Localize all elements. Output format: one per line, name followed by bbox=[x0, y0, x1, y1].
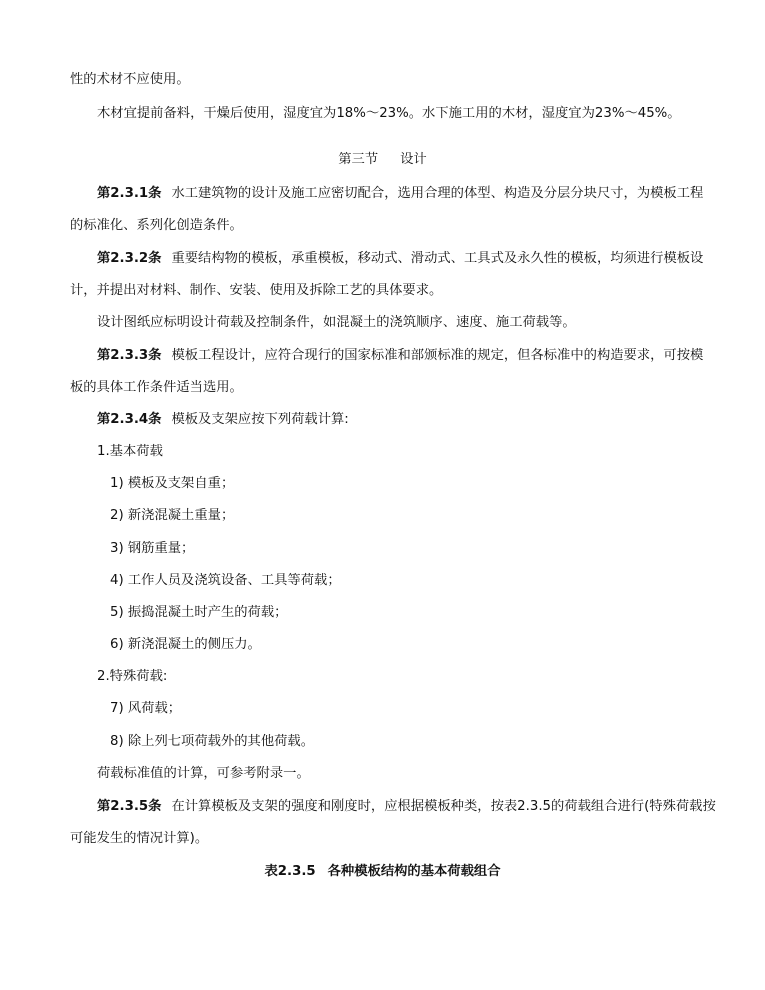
table-number: 表2.3.5 bbox=[264, 864, 316, 879]
list-item: 5) 振捣混凝土时产生的荷载； bbox=[110, 605, 288, 620]
section-heading bbox=[0, 150, 765, 170]
clause-2-3-3 bbox=[97, 346, 705, 366]
clause-number: 第2.3.2条 bbox=[97, 251, 162, 266]
list-item: 2) 新浇混凝土重量； bbox=[110, 508, 235, 523]
paragraph-line: 板的具体工作条件适当选用。 bbox=[70, 380, 243, 395]
list-item: 1) 模板及支架自重； bbox=[110, 476, 235, 491]
table-caption bbox=[0, 862, 765, 882]
list-item: 7) 风荷载； bbox=[110, 701, 182, 716]
clause-2-3-2 bbox=[97, 249, 705, 269]
clause-text: 在计算模板及支架的强度和刚度时，应根据模板种类，按表2.3.5的荷载组合进行(特殊荷载按 bbox=[171, 799, 716, 814]
paragraph-line: 的标准化、系列化创造条件。 bbox=[70, 218, 243, 233]
clause-number: 第2.3.5条 bbox=[97, 799, 162, 814]
clause-2-3-1 bbox=[97, 184, 705, 204]
clause-2-3-4 bbox=[97, 410, 705, 430]
paragraph-line: 计，并提出对材料、制作、安装、使用及拆除工艺的具体要求。 bbox=[70, 283, 443, 298]
list-heading-basic: 1.基本荷载 bbox=[97, 444, 163, 459]
list-heading-special: 2.特殊荷载: bbox=[97, 669, 168, 684]
paragraph-line: 可能发生的情况计算)。 bbox=[70, 831, 209, 846]
paragraph-line: 性的术材不应使用。 bbox=[70, 72, 190, 87]
clause-number: 第2.3.3条 bbox=[97, 348, 162, 363]
clause-2-3-5 bbox=[97, 797, 716, 817]
paragraph-line: 荷载标准值的计算，可参考附录一。 bbox=[97, 766, 310, 781]
clause-text: 模板及支架应按下列荷载计算: bbox=[171, 412, 349, 427]
clause-number: 第2.3.4条 bbox=[97, 412, 162, 427]
table-title: 各种模板结构的基本荷载组合 bbox=[327, 864, 501, 879]
section-title: 设计 bbox=[400, 152, 427, 167]
clause-number: 第2.3.1条 bbox=[97, 186, 162, 201]
clause-text: 重要结构物的模板，承重模板，移动式、滑动式、工具式及永久性的模板，均须进行模板设 bbox=[171, 251, 704, 266]
clause-text: 水工建筑物的设计及施工应密切配合，选用合理的体型、构造及分层分块尺寸，为模板工程 bbox=[171, 186, 704, 201]
list-item: 8) 除上列七项荷载外的其他荷载。 bbox=[110, 734, 315, 749]
clause-text: 模板工程设计，应符合现行的国家标准和部颁标准的规定，但各标准中的构造要求，可按模 bbox=[171, 348, 704, 363]
list-item: 3) 钢筋重量； bbox=[110, 541, 195, 556]
paragraph-line: 设计图纸应标明设计荷载及控制条件，如混凝土的浇筑顺序、速度、施工荷载等。 bbox=[97, 315, 576, 330]
section-number: 第三节 bbox=[338, 152, 379, 167]
list-item: 4) 工作人员及浇筑设备、工具等荷载； bbox=[110, 573, 341, 588]
paragraph-wood-humidity: 木材宜提前备料，干燥后使用，湿度宜为18%～23%。水下施工用的木材，湿度宜为23%～45%。 bbox=[97, 106, 681, 121]
list-item: 6) 新浇混凝土的侧压力。 bbox=[110, 637, 261, 652]
